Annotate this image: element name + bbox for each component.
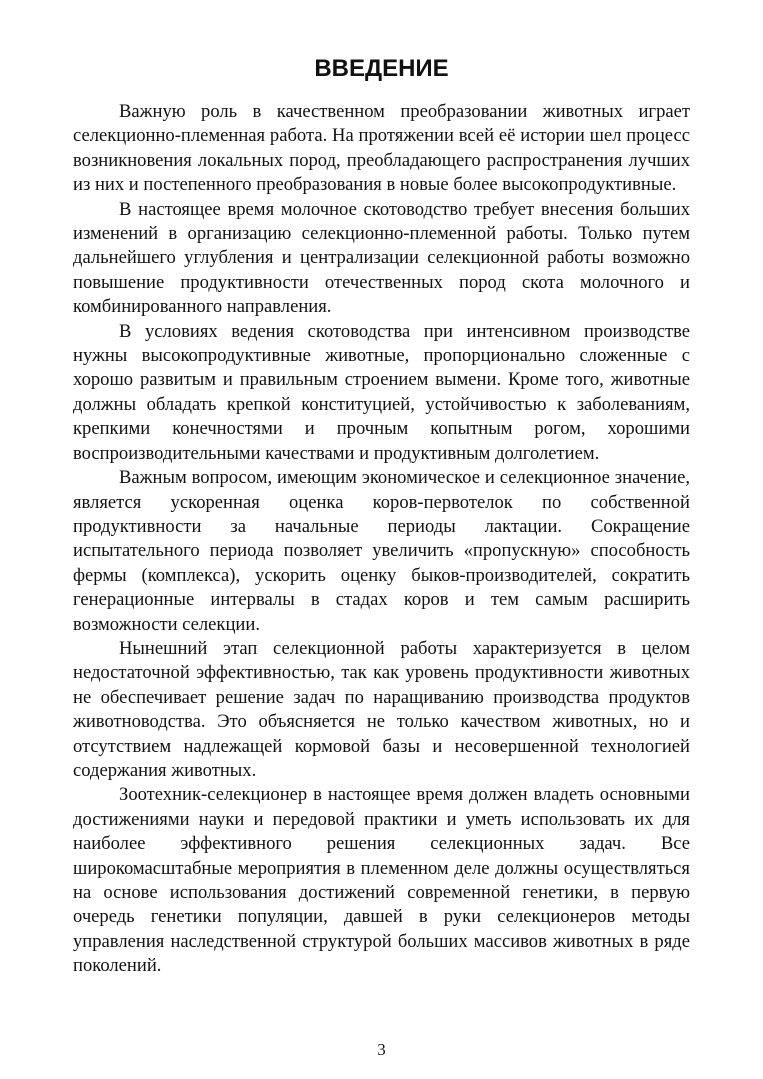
paragraph-3: В условиях ведения скотоводства при интенсивном производстве нужны высокопродуктивные животные, пропорционально сложенные с хорошо развитым и правильным строением вымени. Кроме того, животные должны обладать крепкой конституцией, устойчивостью к заболеваниям, крепкими конечностями и прочным копытным рогом, хорошими воспроизводительными качествами и продуктивным долголетием.: [73, 320, 690, 464]
paragraph-2: В настоящее время молочное скотоводство требует внесения больших изменений в организацию селекционно-племенной работы. Только путем дальнейшего углубления и централизации селекционной работы возможно повышение продуктивности отечественных пород скота молочного и комбинированного направления.: [73, 198, 690, 318]
page-title: ВВЕДЕНИЕ: [314, 55, 449, 82]
paragraph-1: Важную роль в качественном преобразовании животных играет селекционно-племенная работа. На протяжении всей её истории шел процесс возникновения локальных пород, преобладающего распространения лучших из них и постепенного преобразования в новые более высокопродуктивные.: [73, 101, 690, 196]
paragraph-6: Зоотехник-селекционер в настоящее время должен владеть основными достижениями науки и передовой практики и уметь использовать их для наиболее эффективного решения селекционных задач. Все широкомасштабные мероприятия в племенном деле должны осуществляться на основе использования достижений современной генетики, в первую очередь генетики популяции, давшей в руки селекционеров методы управления наследственной структурой больших массивов животных в ряде поколений.: [73, 784, 690, 977]
page-number: 3: [377, 1040, 386, 1059]
body-text: [73, 100, 690, 979]
paragraph-4: Важным вопросом, имеющим экономическое и селекционное значение, является ускоренная оценка коров-первотелок по собственной продуктивности за начальные периоды лактации. Сокращение испытательного периода позволяет увеличить «пропускную» способность фермы (комплекса), ускорить оценку быков-производителей, сократить генерационные интервалы в стадах коров и тем самым расширить возможности селекции.: [73, 467, 690, 635]
paragraph-5: Нынешний этап селекционной работы характеризуется в целом недостаточной эффективностью, так как уровень продуктивности животных не обеспечивает решение задач по наращиванию производства продуктов животноводства. Это объясняется не только качеством животных, но и отсутствием надлежащей кормовой базы и несовершенной технологией содержания животных.: [73, 637, 690, 781]
